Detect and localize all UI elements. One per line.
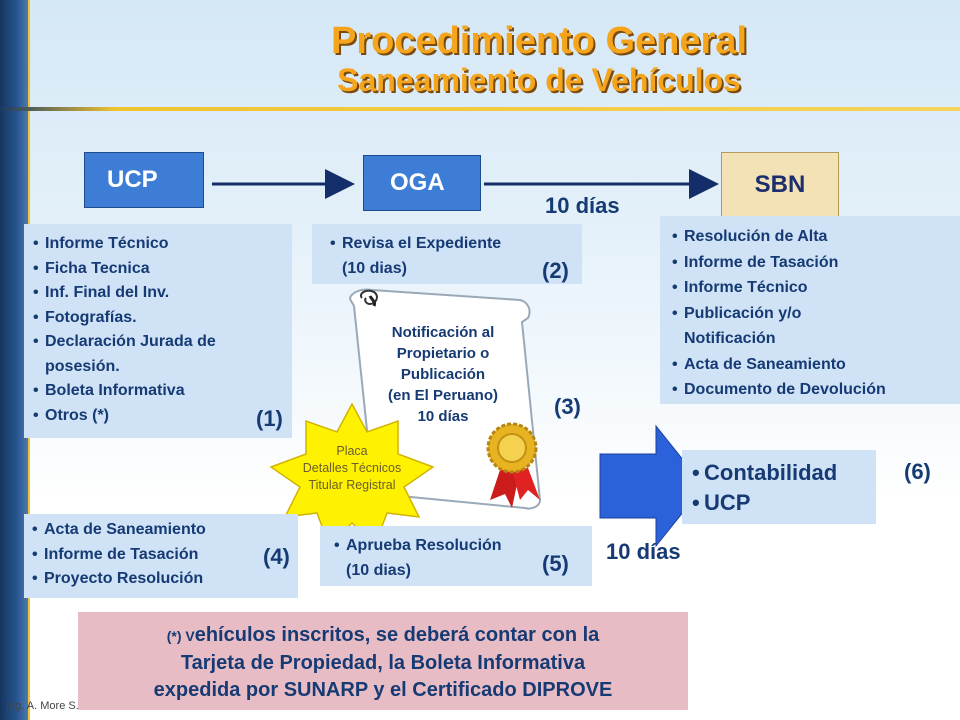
star-line: Detalles Técnicos [302,461,402,475]
final-destination-list [692,458,876,518]
footnote-line: Tarjeta de Propiedad, la Boleta Informativa [180,652,586,674]
oga-review-duration: (10 dias) [342,259,407,277]
final-destination-panel [682,450,876,524]
step-number-5: (5) [542,551,569,576]
sbn-documents-list [672,224,960,403]
step-number-3: (3) [554,394,581,419]
footnote-text: ehículos inscritos, se deberá contar con la [194,624,600,646]
scroll-line: Propietario o [396,345,490,362]
list-item: • Publicación y/o Notificación [672,301,874,352]
footnote-line: expedida por SUNARP y el Certificado DIPROVE [153,679,613,701]
scroll-line: Notificación al [391,324,495,341]
list-item: • Fotografías. [33,306,292,331]
author-credit: Ing. A. More S. [6,700,79,712]
footnote-box [78,612,688,710]
sbn-node: SBN [721,152,839,218]
scroll-notification-text [364,322,522,427]
starburst-text [278,443,426,494]
star-line: Placa [336,444,368,458]
list-item: • Declaración Jurada de posesión. [33,330,275,379]
list-item: • UCP [692,488,876,518]
step-number-2: (2) [542,258,569,283]
step4-panel [24,514,298,598]
scroll-line: 10 días [417,408,469,425]
ucp-documents-list [33,232,292,428]
list-item: • Documento de Devolución [672,377,960,403]
page-title: Procedimiento General [330,20,747,62]
sbn-documents-panel [660,216,960,404]
list-item: • Aprueba Resolución [334,534,592,559]
step-number-6: (6) [904,459,931,484]
list-item: • Ficha Tecnica [33,257,292,282]
scroll-line: Publicación [400,366,486,383]
list-item: • Resolución de Alta [672,224,960,250]
list-item: • Informe Técnico [672,275,960,301]
list-item: • Revisa el Expediente [330,232,582,257]
list-item: • Acta de Saneamiento [672,352,960,378]
star-line: Titular Registral [308,478,396,492]
step4-list [32,518,298,592]
ucp-node: UCP [84,152,204,208]
list-item: • Informe Técnico [33,232,292,257]
list-item: • Otros (*) [33,404,292,429]
list-item: • Informe de Tasación [672,250,960,276]
ucp-documents-panel [24,224,292,438]
days-label-top: 10 días [545,193,620,218]
oga-review-list [330,232,582,257]
list-item: • Informe de Tasación [32,543,298,568]
step5-duration: (10 dias) [346,561,411,579]
step-number-4: (4) [263,544,290,569]
days-label-bottom: 10 días [606,539,681,564]
page-subtitle: Saneamiento de Vehículos [337,62,741,98]
list-item: • Inf. Final del Inv. [33,281,292,306]
oga-node: OGA [363,155,481,211]
footnote-line [78,622,688,650]
footnote-prefix: (*) V [166,628,195,644]
list-item: • Proyecto Resolución [32,567,298,592]
scroll-line: (en El Peruano) [387,387,499,404]
list-item: • Acta de Saneamiento [32,518,298,543]
list-item: • Contabilidad [692,458,876,488]
list-item: • Boleta Informativa [33,379,292,404]
step-number-1: (1) [256,406,283,431]
